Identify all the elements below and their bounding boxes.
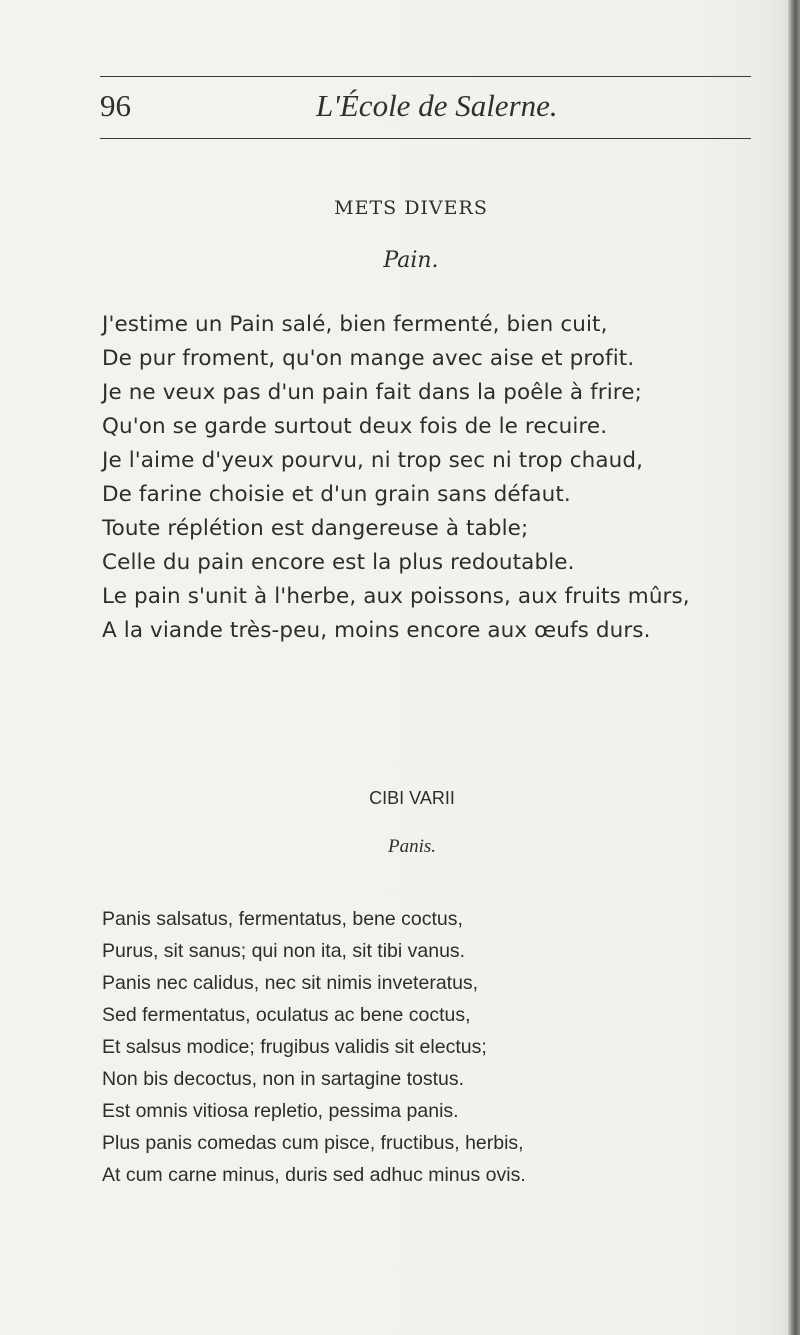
verse-line: Celle du pain encore est la plus redoutable. bbox=[102, 550, 575, 575]
verse-line: Je l'aime d'yeux pourvu, ni trop sec ni trop chaud, bbox=[102, 448, 644, 473]
latin-verse bbox=[102, 903, 526, 1191]
page-edge-shadow bbox=[788, 0, 800, 1335]
verse-line: Sed fermentatus, oculatus ac bene coctus, bbox=[102, 1004, 471, 1026]
verse-line: At cum carne minus, duris sed adhuc minus ovis. bbox=[102, 1164, 526, 1186]
verse-line: J'estime un Pain salé, bien fermenté, bien cuit, bbox=[102, 312, 608, 337]
verse-line: Qu'on se garde surtout deux fois de le recuire. bbox=[102, 414, 608, 439]
verse-line: Et salsus modice; frugibus validis sit electus; bbox=[102, 1036, 487, 1058]
verse-line: Je ne veux pas d'un pain fait dans la poêle à frire; bbox=[102, 380, 642, 405]
verse-line: De farine choisie et d'un grain sans défaut. bbox=[102, 482, 571, 507]
verse-line: Est omnis vitiosa repletio, pessima panis. bbox=[102, 1100, 459, 1122]
verse-line: Non bis decoctus, non in sartagine tostus. bbox=[102, 1068, 465, 1090]
verse-line: Toute réplétion est dangereuse à table; bbox=[102, 516, 529, 541]
running-title: L'École de Salerne. bbox=[316, 88, 558, 123]
verse-line: Panis salsatus, fermentatus, bene coctus, bbox=[102, 908, 463, 930]
french-verse bbox=[102, 308, 690, 648]
header-bottom-rule bbox=[100, 138, 751, 139]
french-section-title: METS DIVERS bbox=[334, 197, 488, 219]
latin-section-title: CIBI VARII bbox=[369, 788, 455, 808]
verse-line: Le pain s'unit à l'herbe, aux poissons, aux fruits mûrs, bbox=[102, 584, 690, 609]
header-top-rule bbox=[100, 76, 751, 77]
verse-line: A la viande très-peu, moins encore aux œufs durs. bbox=[102, 618, 651, 643]
page-number: 96 bbox=[100, 88, 131, 123]
latin-section-subtitle: Panis. bbox=[387, 836, 437, 857]
french-section-subtitle: Pain. bbox=[383, 248, 439, 273]
verse-line: Panis nec calidus, nec sit nimis inveteratus, bbox=[102, 972, 479, 994]
verse-line: De pur froment, qu'on mange avec aise et profit. bbox=[102, 346, 635, 371]
verse-line: Purus, sit sanus; qui non ita, sit tibi vanus. bbox=[102, 940, 466, 962]
verse-line: Plus panis comedas cum pisce, fructibus, herbis, bbox=[102, 1132, 524, 1154]
